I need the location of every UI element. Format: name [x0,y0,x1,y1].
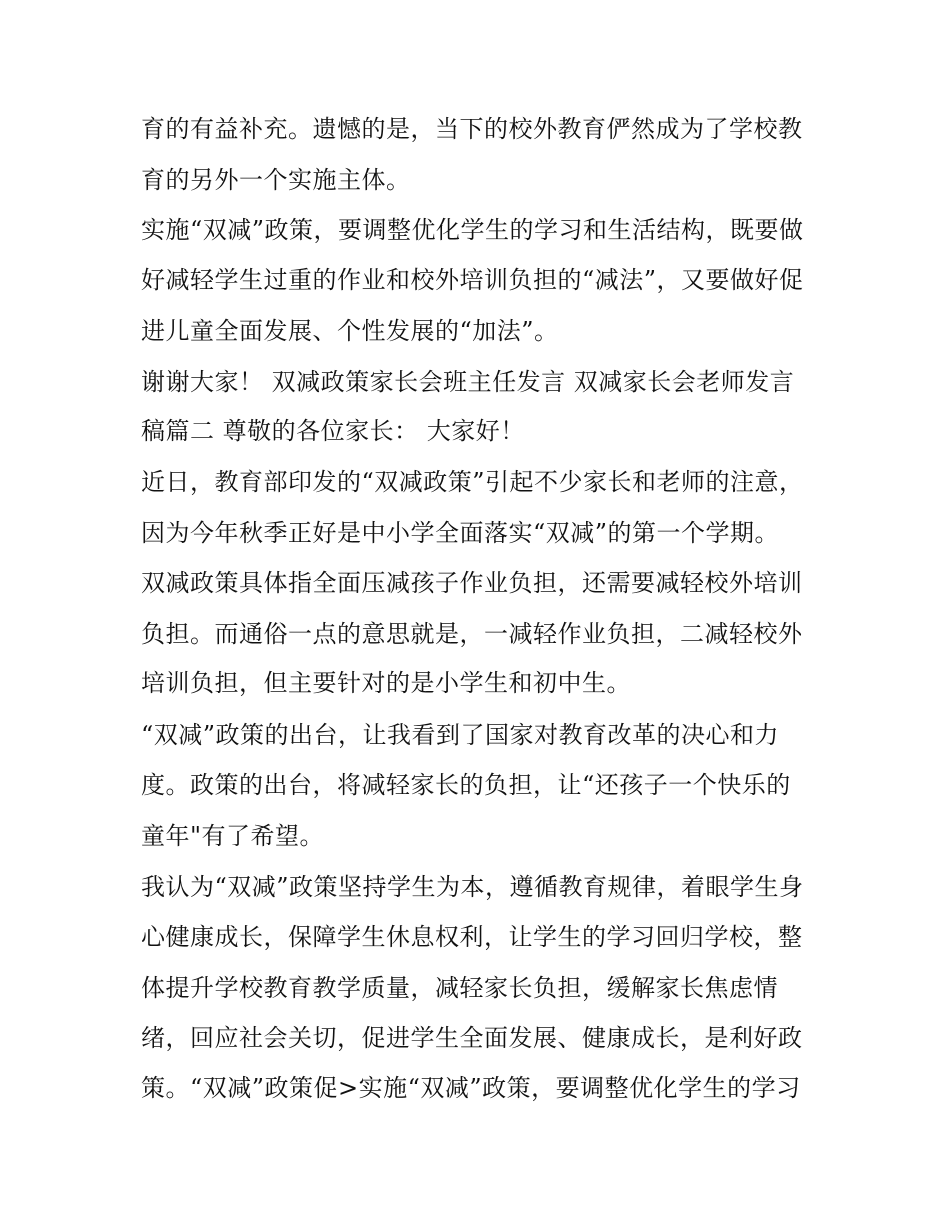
text-line: 育的另外一个实施主体。 [141,166,411,194]
text-line: 稿篇二 尊敬的各位家长： 大家好！ [141,417,525,445]
text-line: 体提升学校教育教学质量，减轻家长负担，缓解家长焦虑情 [141,974,778,1002]
text-line: 策。“双减”政策促>实施“双减”政策，要调整优化学生的学习 [141,1074,801,1102]
text-line: 好减轻学生过重的作业和校外培训负担的“减法”，又要做好促 [141,266,804,294]
text-line: 我认为“双减”政策坚持学生为本，遵循教育规律，着眼学生身 [141,873,804,901]
text-line: 实施“双减”政策，要调整优化学生的学习和生活结构，既要做 [141,216,804,244]
text-line: “双减”政策的出台，让我看到了国家对教育改革的决心和力 [141,721,780,749]
text-line: 双减政策具体指全面压减孩子作业负担，还需要减轻校外培训 [141,569,803,597]
text-line: 负担。而通俗一点的意思就是，一减轻作业负担，二减轻校外 [141,620,803,648]
text-line: 童年"有了希望。 [141,822,325,850]
text-line: 因为今年秋季正好是中小学全面落实“双减”的第一个学期。 [141,519,780,547]
text-line: 培训负担，但主要针对的是小学生和初中生。 [141,669,631,697]
text-line: 谢谢大家！ 双减政策家长会班主任发言 双减家长会老师发言 [141,368,795,396]
text-line: 近日，教育部印发的“双减政策”引起不少家长和老师的注意， [141,468,804,496]
text-line: 育的有益补充。遗憾的是，当下的校外教育俨然成为了学校教 [141,115,803,143]
text-line: 心健康成长，保障学生休息权利，让学生的学习回归学校，整 [141,923,803,951]
text-line: 度。政策的出台，将减轻家长的负担，让“还孩子一个快乐的 [141,771,791,799]
text-line: 进儿童全面发展、个性发展的“加法”。 [141,317,559,345]
text-line: 绪，回应社会关切，促进学生全面发展、健康成长，是利好政 [141,1024,803,1052]
